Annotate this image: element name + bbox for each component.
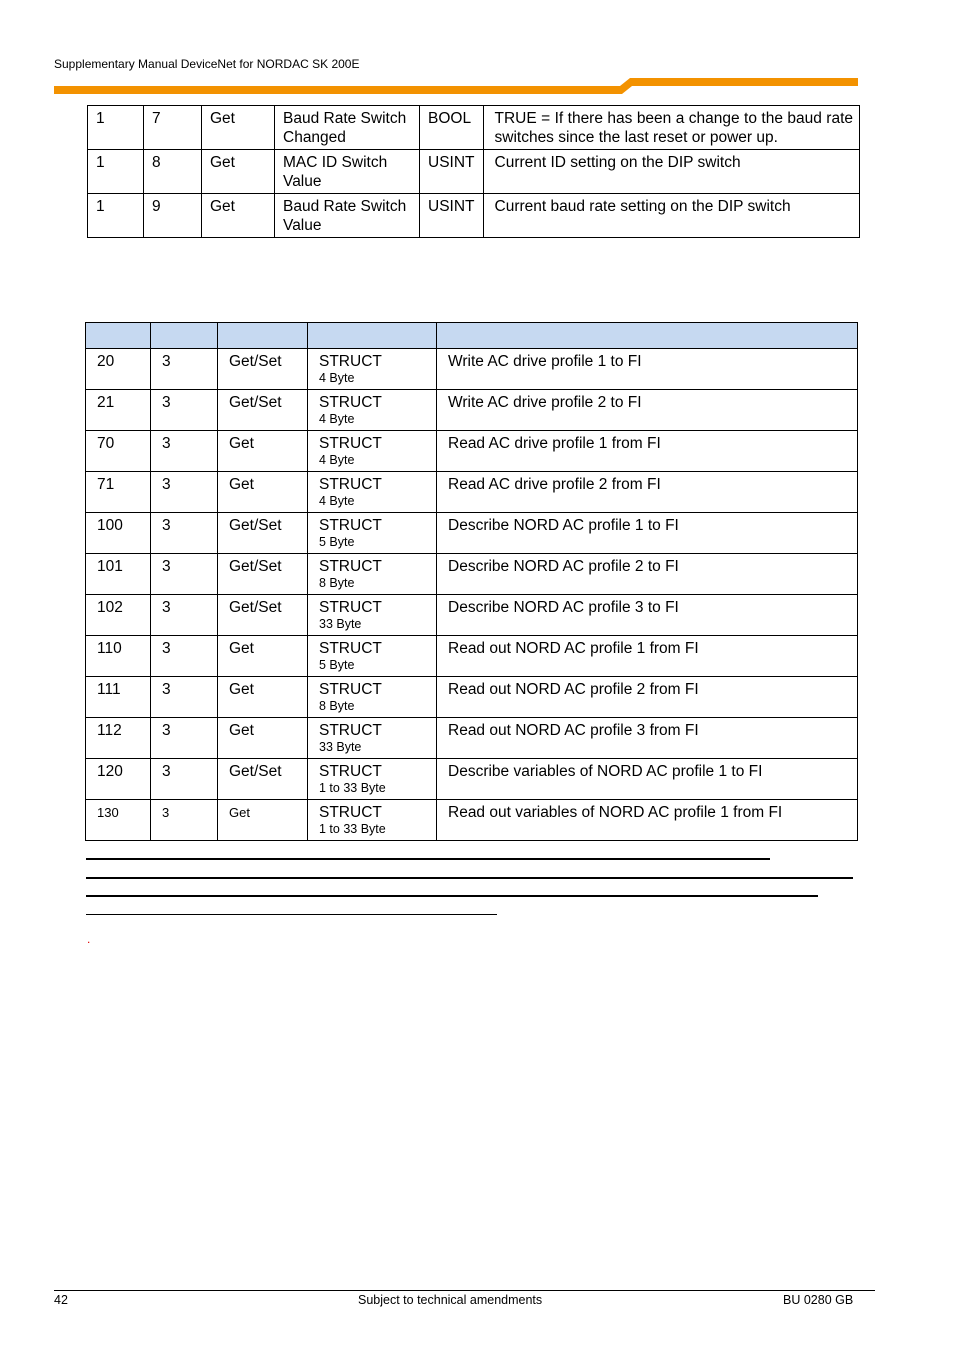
- cell-type: [308, 554, 437, 595]
- table-cell: 1: [88, 150, 144, 194]
- cell-attr: 3: [151, 472, 218, 513]
- table-cell: 7: [144, 106, 202, 150]
- table-row: [86, 349, 858, 390]
- table-cell: TRUE = If there has been a change to the baud rate switches since the last reset or power up.: [483, 106, 860, 150]
- assembly-instance-table: [85, 322, 858, 841]
- cell-type: [308, 636, 437, 677]
- cell-inst: 20: [86, 349, 151, 390]
- table-row: [86, 718, 858, 759]
- data-type: STRUCT: [319, 640, 382, 657]
- cell-inst: 120: [86, 759, 151, 800]
- cell-access: Get: [218, 677, 308, 718]
- blank-line-1: [86, 858, 770, 860]
- data-type: STRUCT: [319, 517, 382, 534]
- document-code: BU 0280 GB: [783, 1293, 854, 1307]
- cell-access: Get: [218, 636, 308, 677]
- header-cell: [86, 323, 151, 349]
- data-size: 4 Byte: [319, 453, 355, 467]
- table-row: [88, 150, 860, 194]
- table-cell: 1: [88, 106, 144, 150]
- blank-line-4: [86, 914, 497, 915]
- cell-description: Read AC drive profile 2 from FI: [437, 472, 858, 513]
- data-type: STRUCT: [319, 722, 382, 739]
- cell-description: Describe NORD AC profile 1 to FI: [437, 513, 858, 554]
- cell-access: Get: [218, 472, 308, 513]
- table-cell: Baud Rate Switch Changed: [275, 106, 420, 150]
- data-size: 5 Byte: [319, 535, 355, 549]
- cell-type: [308, 759, 437, 800]
- table-row: [86, 677, 858, 718]
- cell-description: Read AC drive profile 1 from FI: [437, 431, 858, 472]
- cell-type: [308, 431, 437, 472]
- cell-type: [308, 513, 437, 554]
- cell-access: Get/Set: [218, 349, 308, 390]
- data-size: 8 Byte: [319, 699, 355, 713]
- data-size: 33 Byte: [319, 740, 362, 754]
- data-type: STRUCT: [319, 394, 382, 411]
- cell-inst: 111: [86, 677, 151, 718]
- cell-inst: 101: [86, 554, 151, 595]
- cell-attr: 3: [151, 513, 218, 554]
- table-row: [86, 390, 858, 431]
- cell-type: [308, 390, 437, 431]
- cell-description: Write AC drive profile 1 to FI: [437, 349, 858, 390]
- cell-access: Get/Set: [218, 513, 308, 554]
- red-mark: .: [87, 932, 91, 946]
- cell-access: Get/Set: [218, 759, 308, 800]
- cell-description: Read out NORD AC profile 3 from FI: [437, 718, 858, 759]
- cell-type: [308, 800, 437, 841]
- cell-attr: 3: [151, 636, 218, 677]
- cell-attr: 3: [151, 349, 218, 390]
- cell-attr: 3: [151, 718, 218, 759]
- table-cell: MAC ID Switch Value: [275, 150, 420, 194]
- header-cell: [218, 323, 308, 349]
- cell-attr: 3: [151, 800, 218, 841]
- cell-description: Describe NORD AC profile 3 to FI: [437, 595, 858, 636]
- table-header-row: [86, 323, 858, 349]
- cell-inst: 110: [86, 636, 151, 677]
- blank-line-2: [86, 877, 853, 879]
- data-type: STRUCT: [319, 599, 382, 616]
- cell-description: Read out NORD AC profile 2 from FI: [437, 677, 858, 718]
- cell-attr: 3: [151, 677, 218, 718]
- cell-type: [308, 472, 437, 513]
- table-cell: USINT: [420, 150, 484, 194]
- page-header-title: Supplementary Manual DeviceNet for NORDAC SK 200E: [54, 57, 360, 71]
- data-size: 4 Byte: [319, 412, 355, 426]
- cell-inst: 130: [86, 800, 151, 841]
- page-number: 42: [54, 1293, 68, 1307]
- cell-inst: 102: [86, 595, 151, 636]
- table-cell: Current ID setting on the DIP switch: [483, 150, 860, 194]
- cell-inst: 71: [86, 472, 151, 513]
- data-type: STRUCT: [319, 476, 382, 493]
- data-type: STRUCT: [319, 804, 382, 821]
- cell-access: Get/Set: [218, 390, 308, 431]
- table-row: [86, 431, 858, 472]
- table-cell: Get: [202, 106, 275, 150]
- table-row: [86, 800, 858, 841]
- table-row: [86, 595, 858, 636]
- cell-description: Write AC drive profile 2 to FI: [437, 390, 858, 431]
- table-row: [88, 106, 860, 150]
- attribute-table-continued: [87, 105, 860, 238]
- table-row: [88, 194, 860, 238]
- data-size: 8 Byte: [319, 576, 355, 590]
- cell-attr: 3: [151, 759, 218, 800]
- cell-inst: 70: [86, 431, 151, 472]
- data-type: STRUCT: [319, 763, 382, 780]
- data-size: 4 Byte: [319, 494, 355, 508]
- data-type: STRUCT: [319, 353, 382, 370]
- table-row: [86, 472, 858, 513]
- table-cell: BOOL: [420, 106, 484, 150]
- table-cell: USINT: [420, 194, 484, 238]
- cell-inst: 21: [86, 390, 151, 431]
- cell-access: Get: [218, 800, 308, 841]
- table-cell: 9: [144, 194, 202, 238]
- cell-inst: 112: [86, 718, 151, 759]
- cell-description: Read out NORD AC profile 1 from FI: [437, 636, 858, 677]
- table-cell: Get: [202, 150, 275, 194]
- data-size: 1 to 33 Byte: [319, 781, 386, 795]
- cell-attr: 3: [151, 554, 218, 595]
- cell-attr: 3: [151, 595, 218, 636]
- cell-description: Describe variables of NORD AC profile 1 to FI: [437, 759, 858, 800]
- header-cell: [308, 323, 437, 349]
- table-cell: 8: [144, 150, 202, 194]
- footer-center-text: Subject to technical amendments: [358, 1293, 543, 1307]
- data-size: 4 Byte: [319, 371, 355, 385]
- cell-description: Read out variables of NORD AC profile 1 from FI: [437, 800, 858, 841]
- data-type: STRUCT: [319, 681, 382, 698]
- table-row: [86, 636, 858, 677]
- footer-rule: [54, 1290, 875, 1291]
- table-cell: 1: [88, 194, 144, 238]
- data-size: 5 Byte: [319, 658, 355, 672]
- cell-type: [308, 595, 437, 636]
- data-size: 1 to 33 Byte: [319, 822, 386, 836]
- table-row: [86, 759, 858, 800]
- cell-type: [308, 718, 437, 759]
- header-accent-band: [54, 78, 858, 94]
- cell-attr: 3: [151, 390, 218, 431]
- cell-type: [308, 349, 437, 390]
- cell-type: [308, 677, 437, 718]
- table-row: [86, 554, 858, 595]
- blank-line-3: [86, 895, 818, 897]
- cell-access: Get: [218, 431, 308, 472]
- header-cell: [437, 323, 858, 349]
- table-row: [86, 513, 858, 554]
- cell-access: Get/Set: [218, 595, 308, 636]
- header-cell: [151, 323, 218, 349]
- data-size: 33 Byte: [319, 617, 362, 631]
- table-cell: Current baud rate setting on the DIP switch: [483, 194, 860, 238]
- data-type: STRUCT: [319, 558, 382, 575]
- table-cell: Baud Rate Switch Value: [275, 194, 420, 238]
- data-type: STRUCT: [319, 435, 382, 452]
- cell-inst: 100: [86, 513, 151, 554]
- cell-access: Get/Set: [218, 554, 308, 595]
- cell-description: Describe NORD AC profile 2 to FI: [437, 554, 858, 595]
- cell-attr: 3: [151, 431, 218, 472]
- table-cell: Get: [202, 194, 275, 238]
- cell-access: Get: [218, 718, 308, 759]
